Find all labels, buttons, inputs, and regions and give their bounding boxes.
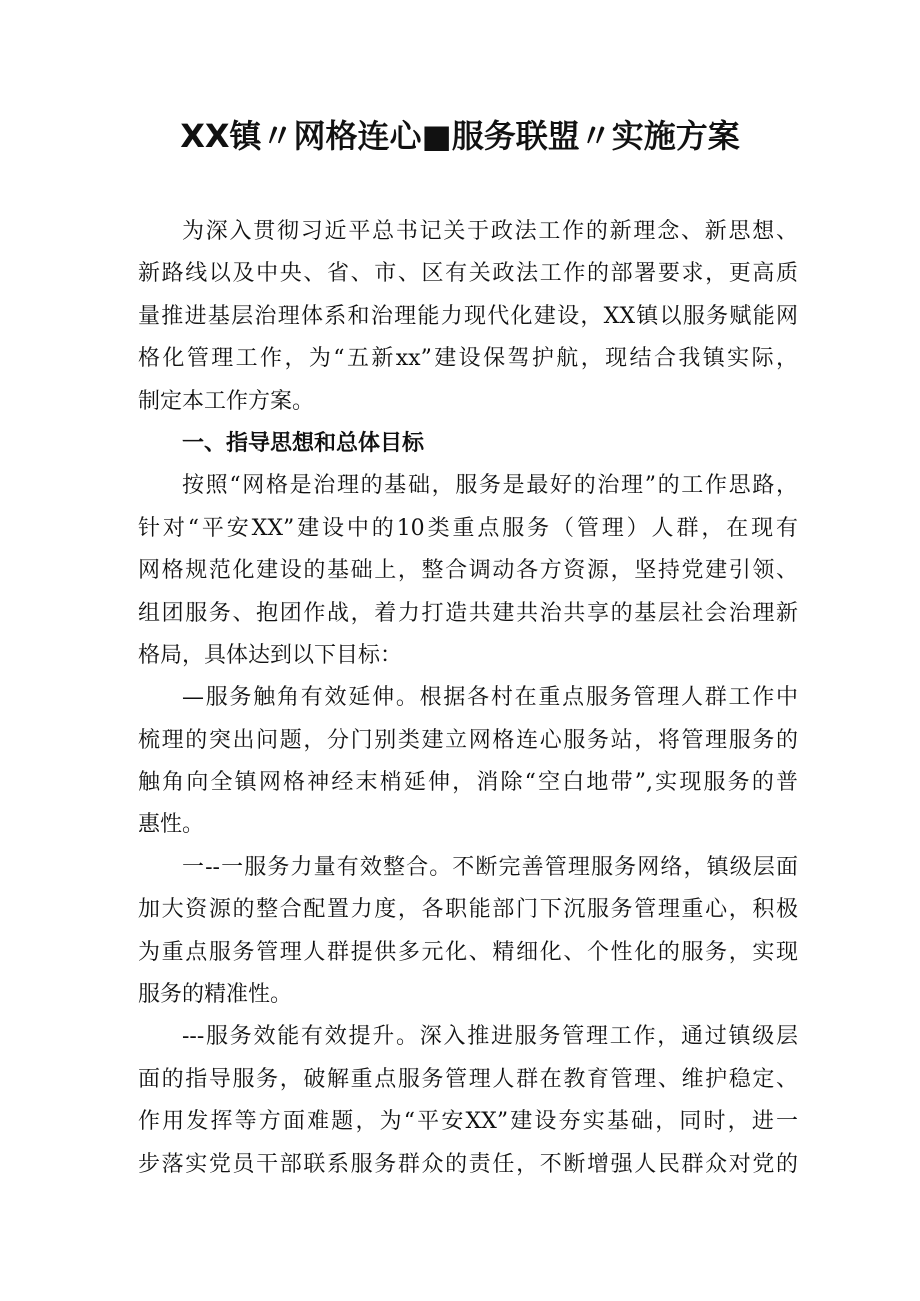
body-line: —服务触角有效延伸。根据各村在重点服务管理人群工作中 [182,685,798,711]
body-line: 触角向全镇网格神经末梢延伸，消除“空白地带”,实现服务的普 [138,770,798,796]
body-line: 一--一服务力量有效整合。不断完善管理服务网络，镇级层面 [182,854,798,880]
body-line: ---服务效能有效提升。深入推进服务管理工作，通过镇级层 [182,1024,798,1050]
body-line: 针对“平安XX”建设中的10类重点服务（管理）人群，在现有 [138,515,798,541]
body-line: 为重点服务管理人群提供多元化、精细化、个性化的服务，实现 [138,939,798,965]
body-line: 格局，具体达到以下目标： [138,642,403,668]
body-line: 新路线以及中央、省、市、区有关政法工作的部署要求，更高质 [138,261,798,287]
body-line: 为深入贯彻习近平总书记关于政法工作的新理念、新思想、 [182,219,798,244]
body-line: 制定本工作方案。 [138,388,315,414]
body-line: 组团服务、抱团作战，着力打造共建共治共享的基层社会治理新 [138,600,798,626]
body-line: 按照“网格是治理的基础，服务是最好的治理”的工作思路， [182,473,798,499]
body-line: 惠性。 [138,812,205,838]
body-line: 作用发挥等方面难题，为“平安XX”建设夯实基础，同时，进一 [138,1109,798,1135]
body-line: 加大资源的整合配置力度，各职能部门下沉服务管理重心，积极 [138,897,798,923]
section-heading: 一、指导思想和总体目标 [182,430,425,456]
body-line: 格化管理工作，为“五新xx”建设保驾护航，现结合我镇实际， [138,346,798,372]
body-line: 面的指导服务，破解重点服务管理人群在教育管理、维护稳定、 [138,1066,798,1092]
body-line: 服务的精准性。 [138,982,293,1008]
document-body [138,211,798,1186]
document-title: XX镇〃网格连心■服务联盟〃实施方案 [180,117,740,155]
body-line: 梳理的突出问题，分门别类建立网格连心服务站，将管理服务的 [138,727,798,753]
body-line: 量推进基层治理体系和治理能力现代化建设，XX镇以服务赋能网 [138,303,798,329]
body-line: 网格规范化建设的基础上，整合调动各方资源，坚持党建引领、 [138,558,798,584]
body-line: 步落实党员干部联系服务群众的责任，不断增强人民群众对党的 [138,1151,798,1177]
